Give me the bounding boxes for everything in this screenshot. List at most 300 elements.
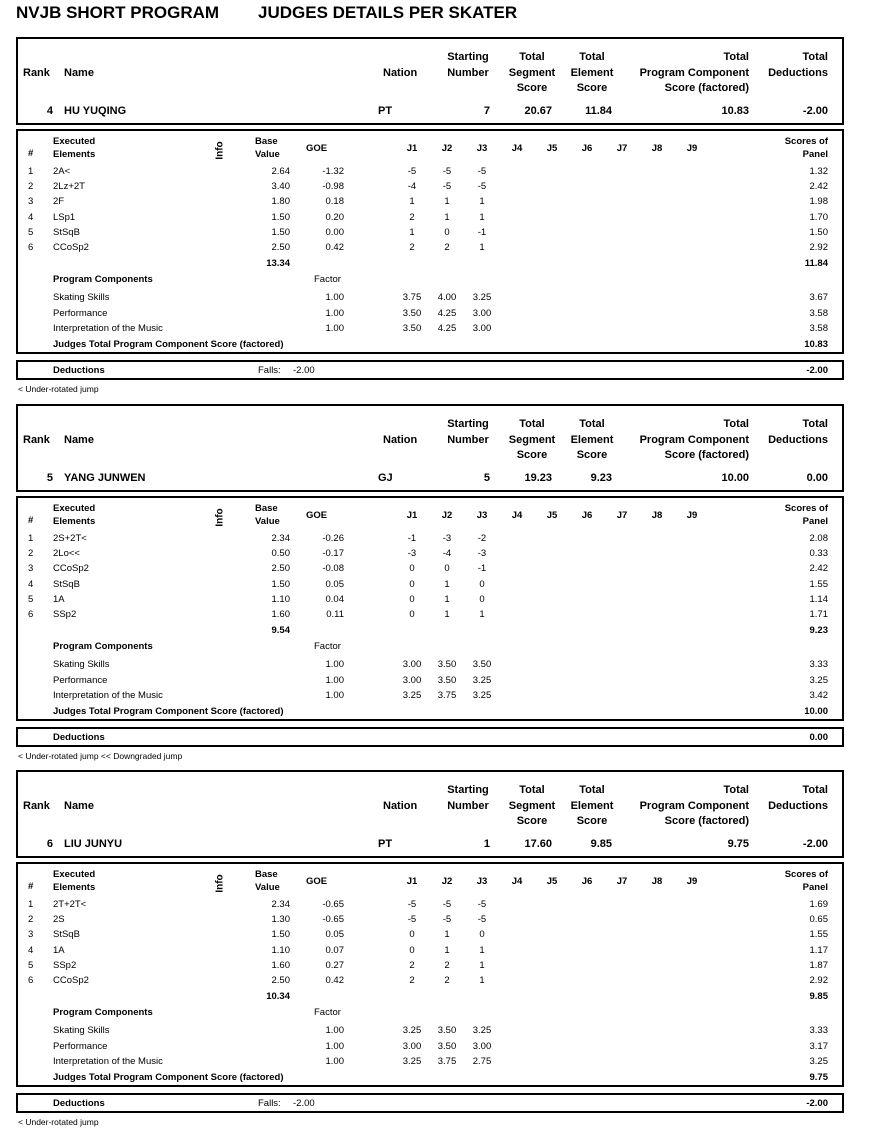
- element-base-value: 2.50: [271, 563, 290, 575]
- component-judge-score: 3.50: [437, 674, 457, 686]
- element-base-value: 3.40: [271, 181, 290, 193]
- skater-summary-box: [16, 37, 844, 125]
- element-base-value: 2.50: [271, 975, 290, 986]
- element-number: 5: [28, 226, 34, 238]
- executed-header: Executed: [53, 503, 96, 514]
- judge-header: J1: [406, 143, 418, 154]
- skater-deductions: -2.00: [802, 105, 828, 117]
- total-ded-header: Total: [802, 418, 828, 430]
- element-base-value: 1.60: [271, 959, 290, 971]
- element-goe: -0.98: [322, 181, 344, 193]
- element-number: 1: [28, 899, 34, 910]
- judge-header: J1: [406, 510, 418, 521]
- element-name: 1A: [53, 593, 65, 605]
- skater-name: LIU JUNYU: [64, 838, 123, 850]
- component-panel-score: 3.42: [809, 690, 828, 701]
- element-header: Element: [570, 67, 614, 79]
- skater-segment-score: 20.67: [524, 105, 552, 117]
- element-judge-score: 1: [444, 211, 450, 223]
- component-judge-score: 3.25: [472, 674, 492, 686]
- component-judge-score: 3.00: [402, 659, 422, 670]
- skater-segment-score: 17.60: [524, 838, 552, 850]
- skater-summary-box: [16, 404, 844, 492]
- executed-header: Executed: [53, 136, 96, 147]
- element-judge-score: -3: [407, 548, 417, 560]
- element-judge-score: -1: [477, 563, 487, 575]
- component-judge-score: 3.50: [472, 659, 492, 670]
- element-goe: 0.05: [325, 929, 344, 941]
- element-judge-score: 2: [409, 959, 415, 971]
- element-judge-score: -5: [477, 166, 487, 177]
- judges-total-label: Judges Total Program Component Score (factored): [53, 339, 284, 350]
- element-judge-score: 1: [444, 929, 450, 941]
- total-el-header: Total: [579, 418, 605, 430]
- component-judge-score: 4.00: [437, 292, 457, 303]
- total-el-header: Total: [579, 784, 605, 796]
- judge-header: J2: [441, 143, 453, 154]
- judge-header: J4: [511, 876, 523, 887]
- goe-header: GOE: [306, 143, 328, 154]
- skater-element-score: 9.23: [590, 472, 612, 484]
- element-judge-score: -2: [477, 533, 487, 544]
- element-goe: -0.26: [322, 533, 344, 544]
- element-judge-score: 1: [444, 944, 450, 956]
- element-judge-score: 2: [444, 975, 450, 986]
- element-panel-score: 1.98: [809, 196, 828, 208]
- value-header: Value: [255, 882, 280, 893]
- element-header: Element: [570, 434, 614, 446]
- element-name: StSqB: [53, 929, 80, 941]
- element-goe: 0.27: [325, 959, 344, 971]
- pcs-total: 9.75: [809, 1072, 828, 1083]
- seg-score-header: Score: [516, 82, 548, 94]
- element-name: CCoSp2: [53, 242, 89, 253]
- base-header: Base: [255, 136, 278, 147]
- element-base-value: 2.50: [271, 242, 290, 253]
- factor-label: Factor: [314, 1007, 341, 1018]
- element-panel-score: 2.42: [809, 181, 828, 193]
- element-judge-score: 0: [479, 929, 485, 941]
- starting-header: Starting: [447, 784, 489, 796]
- component-judge-score: 3.50: [437, 1025, 457, 1036]
- deductions-value: -2.00: [806, 365, 828, 376]
- element-number: 1: [28, 533, 34, 544]
- base-value-total: 9.54: [271, 625, 290, 636]
- element-number: 6: [28, 609, 34, 620]
- component-judge-score: 4.25: [437, 307, 457, 319]
- component-panel-score: 3.17: [809, 1040, 828, 1052]
- component-factor: 1.00: [325, 690, 344, 701]
- element-goe: 0.20: [325, 211, 344, 223]
- scores-of-header: Scores of: [784, 503, 828, 514]
- element-number: 5: [28, 593, 34, 605]
- judge-header: J1: [406, 876, 418, 887]
- element-judge-score: -5: [477, 914, 487, 926]
- element-name: 2A<: [53, 166, 71, 177]
- element-goe: -1.32: [322, 166, 344, 177]
- judge-header: J6: [581, 510, 593, 521]
- skater-element-score: 9.85: [590, 838, 612, 850]
- component-judge-score: 3.25: [402, 690, 422, 701]
- element-judge-score: 1: [479, 975, 485, 986]
- element-goe: -0.17: [322, 548, 344, 560]
- program-component-header: Program Component: [639, 800, 749, 812]
- component-panel-score: 3.33: [809, 659, 828, 670]
- element-judge-score: -5: [442, 914, 452, 926]
- component-panel-score: 3.67: [809, 292, 828, 303]
- component-judge-score: 3.25: [402, 1056, 422, 1067]
- component-panel-score: 3.33: [809, 1025, 828, 1036]
- component-judge-score: 3.75: [437, 1056, 457, 1067]
- element-judge-score: -3: [442, 533, 452, 544]
- info-header: Info: [214, 874, 226, 893]
- element-number: 1: [28, 166, 34, 177]
- deductions-header: Deductions: [768, 67, 828, 79]
- element-panel-score: 0.65: [809, 914, 828, 926]
- element-name: StSqB: [53, 226, 80, 238]
- executed-header: Executed: [53, 869, 96, 880]
- element-base-value: 1.30: [271, 914, 290, 926]
- value-header: Value: [255, 149, 280, 160]
- element-judge-score: 1: [409, 196, 415, 208]
- component-judge-score: 3.50: [437, 1040, 457, 1052]
- element-panel-score: 1.55: [809, 929, 828, 941]
- footnote: < Under-rotated jump: [18, 384, 99, 394]
- element-judge-score: -5: [477, 181, 487, 193]
- skater-details-box: [16, 129, 844, 354]
- skater-pcs-score: 9.75: [727, 838, 749, 850]
- judge-header: J7: [616, 510, 628, 521]
- component-factor: 1.00: [325, 307, 344, 319]
- element-goe: 0.18: [325, 196, 344, 208]
- component-panel-score: 3.58: [809, 323, 828, 334]
- element-judge-score: 1: [479, 944, 485, 956]
- elements-header: Elements: [53, 149, 96, 160]
- elements-total: 9.85: [809, 991, 828, 1002]
- skater-nation: GJ: [378, 472, 393, 484]
- element-judge-score: 1: [479, 211, 485, 223]
- element-base-value: 1.10: [271, 944, 290, 956]
- component-name: Skating Skills: [53, 292, 110, 303]
- skater-rank: 6: [46, 838, 53, 850]
- element-panel-score: 2.92: [809, 242, 828, 253]
- skater-nation: PT: [378, 838, 393, 850]
- falls-value: -2.00: [293, 1098, 315, 1109]
- element-panel-score: 1.69: [809, 899, 828, 910]
- program-components-label: Program Components: [53, 1007, 153, 1018]
- skater-pcs-score: 10.00: [721, 472, 749, 484]
- component-factor: 1.00: [325, 1025, 344, 1036]
- segment-header: Segment: [508, 67, 556, 79]
- skater-starting-number: 7: [483, 105, 490, 117]
- nation-header: Nation: [383, 67, 418, 79]
- panel-header: Panel: [802, 882, 828, 893]
- deductions-label: Deductions: [53, 732, 105, 743]
- el-score-header: Score: [576, 449, 608, 461]
- element-base-value: 1.50: [271, 226, 290, 238]
- total-pcs-header: Total: [723, 51, 749, 63]
- component-judge-score: 3.25: [472, 292, 492, 303]
- judge-header: J6: [581, 876, 593, 887]
- element-name: 2F: [53, 196, 65, 208]
- element-goe: 0.05: [325, 578, 344, 590]
- skater-segment-score: 19.23: [524, 472, 552, 484]
- skater-deductions: 0.00: [806, 472, 828, 484]
- element-name: 2Lz+2T: [53, 181, 85, 193]
- element-goe: -0.08: [322, 563, 344, 575]
- name-header: Name: [64, 800, 94, 812]
- component-judge-score: 4.25: [437, 323, 457, 334]
- element-number: 6: [28, 975, 34, 986]
- element-panel-score: 1.14: [809, 593, 828, 605]
- element-judge-score: 1: [444, 593, 450, 605]
- element-name: CCoSp2: [53, 975, 89, 986]
- element-number: 3: [28, 563, 34, 575]
- skater-starting-number: 5: [483, 472, 490, 484]
- component-factor: 1.00: [325, 292, 344, 303]
- starting-header: Starting: [447, 51, 489, 63]
- component-name: Performance: [53, 307, 108, 319]
- total-ded-header: Total: [802, 51, 828, 63]
- element-panel-score: 2.92: [809, 975, 828, 986]
- goe-header: GOE: [306, 510, 328, 521]
- judge-header: J4: [511, 143, 523, 154]
- judge-header: J8: [651, 510, 663, 521]
- panel-header: Panel: [802, 516, 828, 527]
- component-judge-score: 3.25: [472, 690, 492, 701]
- skater-summary-box: [16, 770, 844, 858]
- element-judge-score: 0: [479, 578, 485, 590]
- info-header: Info: [214, 141, 226, 160]
- component-factor: 1.00: [325, 1040, 344, 1052]
- judges-total-label: Judges Total Program Component Score (factored): [53, 706, 284, 717]
- element-base-value: 1.50: [271, 929, 290, 941]
- judge-header: J2: [441, 510, 453, 521]
- component-judge-score: 3.75: [402, 292, 422, 303]
- element-judge-score: -5: [407, 914, 417, 926]
- judge-header: J3: [476, 876, 488, 887]
- seg-score-header: Score: [516, 449, 548, 461]
- elements-header: Elements: [53, 516, 96, 527]
- judge-header: J3: [476, 143, 488, 154]
- hash-header: #: [28, 148, 34, 159]
- element-number: 5: [28, 959, 34, 971]
- element-judge-score: -5: [407, 166, 417, 177]
- element-judge-score: 0: [409, 563, 415, 575]
- name-header: Name: [64, 434, 94, 446]
- element-base-value: 2.34: [271, 533, 290, 544]
- element-goe: 0.42: [325, 242, 344, 253]
- elements-total: 9.23: [809, 625, 828, 636]
- elements-total: 11.84: [804, 258, 828, 269]
- nation-header: Nation: [383, 800, 418, 812]
- element-judge-score: 0: [409, 929, 415, 941]
- element-judge-score: 2: [409, 211, 415, 223]
- element-base-value: 0.50: [271, 548, 290, 560]
- component-factor: 1.00: [325, 674, 344, 686]
- element-judge-score: 1: [479, 242, 485, 253]
- element-name: LSp1: [53, 211, 76, 223]
- component-panel-score: 3.25: [809, 1056, 828, 1067]
- deductions-label: Deductions: [53, 365, 105, 376]
- component-panel-score: 3.58: [809, 307, 828, 319]
- skater-deductions: -2.00: [802, 838, 828, 850]
- component-judge-score: 3.50: [437, 659, 457, 670]
- element-goe: 0.42: [325, 975, 344, 986]
- element-goe: -0.65: [322, 899, 344, 910]
- value-header: Value: [255, 516, 280, 527]
- program-component-header: Program Component: [639, 67, 749, 79]
- element-panel-score: 1.17: [809, 944, 828, 956]
- el-score-header: Score: [576, 815, 608, 827]
- total-seg-header: Total: [519, 784, 545, 796]
- component-name: Interpretation of the Music: [53, 690, 163, 701]
- deductions-box: [16, 727, 844, 747]
- total-pcs-header: Total: [723, 784, 749, 796]
- segment-header: Segment: [508, 434, 556, 446]
- component-name: Interpretation of the Music: [53, 323, 163, 334]
- component-judge-score: 2.75: [472, 1056, 492, 1067]
- element-goe: 0.04: [325, 593, 344, 605]
- judge-header: J8: [651, 143, 663, 154]
- component-name: Performance: [53, 674, 108, 686]
- element-judge-score: 0: [444, 226, 450, 238]
- skater-nation: PT: [378, 105, 393, 117]
- total-pcs-header: Total: [723, 418, 749, 430]
- element-name: SSp2: [53, 609, 77, 620]
- judge-header: J9: [686, 510, 698, 521]
- element-panel-score: 2.42: [809, 563, 828, 575]
- number-header: Number: [447, 67, 489, 79]
- page-title-right: JUDGES DETAILS PER SKATER: [258, 3, 518, 22]
- judge-header: J5: [546, 876, 558, 887]
- component-judge-score: 3.00: [472, 323, 492, 334]
- skater-name: HU YUQING: [64, 105, 127, 117]
- component-judge-score: 3.50: [402, 323, 422, 334]
- judge-header: J7: [616, 143, 628, 154]
- factor-label: Factor: [314, 641, 341, 652]
- element-name: 2Lo<<: [53, 548, 80, 560]
- element-header: Element: [570, 800, 614, 812]
- element-judge-score: -3: [477, 548, 487, 560]
- element-judge-score: -4: [407, 181, 417, 193]
- factor-label: Factor: [314, 274, 341, 285]
- deductions-header: Deductions: [768, 800, 828, 812]
- element-number: 3: [28, 196, 34, 208]
- element-panel-score: 0.33: [809, 548, 828, 560]
- base-header: Base: [255, 503, 278, 514]
- total-ded-header: Total: [802, 784, 828, 796]
- deductions-box: [16, 360, 844, 380]
- skater-rank: 4: [46, 105, 53, 117]
- deductions-value: 0.00: [809, 732, 828, 743]
- component-factor: 1.00: [325, 323, 344, 334]
- element-base-value: 1.50: [271, 211, 290, 223]
- element-base-value: 2.34: [271, 899, 290, 910]
- nation-header: Nation: [383, 434, 418, 446]
- element-panel-score: 2.08: [809, 533, 828, 544]
- element-goe: 0.00: [325, 226, 344, 238]
- deductions-header: Deductions: [768, 434, 828, 446]
- skater-rank: 5: [46, 472, 53, 484]
- judge-header: J9: [686, 876, 698, 887]
- judge-header: J2: [441, 876, 453, 887]
- program-components-label: Program Components: [53, 274, 153, 285]
- judge-header: J4: [511, 510, 523, 521]
- element-panel-score: 1.71: [809, 609, 828, 620]
- element-number: 6: [28, 242, 34, 253]
- component-judge-score: 3.75: [437, 690, 457, 701]
- element-judge-score: -1: [477, 226, 487, 238]
- component-name: Interpretation of the Music: [53, 1056, 163, 1067]
- element-judge-score: 0: [409, 578, 415, 590]
- deductions-label: Deductions: [53, 1098, 105, 1109]
- judges-total-label: Judges Total Program Component Score (factored): [53, 1072, 284, 1083]
- el-score-header: Score: [576, 82, 608, 94]
- program-components-label: Program Components: [53, 641, 153, 652]
- element-number: 4: [28, 211, 34, 223]
- number-header: Number: [447, 434, 489, 446]
- skater-starting-number: 1: [483, 838, 490, 850]
- element-panel-score: 1.55: [809, 578, 828, 590]
- scores-of-header: Scores of: [784, 869, 828, 880]
- total-seg-header: Total: [519, 51, 545, 63]
- info-header: Info: [214, 508, 226, 527]
- deductions-value: -2.00: [806, 1098, 828, 1109]
- element-judge-score: -5: [442, 899, 452, 910]
- element-judge-score: 0: [479, 593, 485, 605]
- starting-header: Starting: [447, 418, 489, 430]
- element-number: 4: [28, 944, 34, 956]
- element-number: 2: [28, 548, 34, 560]
- footnote: < Under-rotated jump: [18, 1117, 99, 1127]
- program-component-header: Program Component: [639, 434, 749, 446]
- panel-header: Panel: [802, 149, 828, 160]
- rank-header: Rank: [23, 434, 50, 446]
- segment-header: Segment: [508, 800, 556, 812]
- component-panel-score: 3.25: [809, 674, 828, 686]
- element-name: 1A: [53, 944, 65, 956]
- element-name: 2S: [53, 914, 65, 926]
- component-factor: 1.00: [325, 659, 344, 670]
- element-number: 2: [28, 181, 34, 193]
- element-judge-score: 1: [409, 226, 415, 238]
- component-judge-score: 3.00: [402, 674, 422, 686]
- judge-header: J7: [616, 876, 628, 887]
- element-judge-score: 1: [479, 196, 485, 208]
- element-base-value: 1.10: [271, 593, 290, 605]
- total-seg-header: Total: [519, 418, 545, 430]
- component-name: Skating Skills: [53, 659, 110, 670]
- element-panel-score: 1.70: [809, 211, 828, 223]
- judge-header: J8: [651, 876, 663, 887]
- element-judge-score: 1: [479, 959, 485, 971]
- element-base-value: 1.50: [271, 578, 290, 590]
- element-judge-score: 2: [409, 975, 415, 986]
- element-panel-score: 1.87: [809, 959, 828, 971]
- falls-label: Falls:: [258, 365, 281, 376]
- element-judge-score: 0: [409, 609, 415, 620]
- skater-name: YANG JUNWEN: [64, 472, 146, 484]
- element-judge-score: 1: [444, 578, 450, 590]
- component-judge-score: 3.00: [402, 1040, 422, 1052]
- base-value-total: 10.34: [266, 991, 290, 1002]
- footnote: < Under-rotated jump << Downgraded jump: [18, 751, 183, 761]
- deductions-box: [16, 1093, 844, 1113]
- skater-details-box: [16, 496, 844, 721]
- pcs-total: 10.00: [804, 706, 828, 717]
- element-judge-score: -4: [442, 548, 452, 560]
